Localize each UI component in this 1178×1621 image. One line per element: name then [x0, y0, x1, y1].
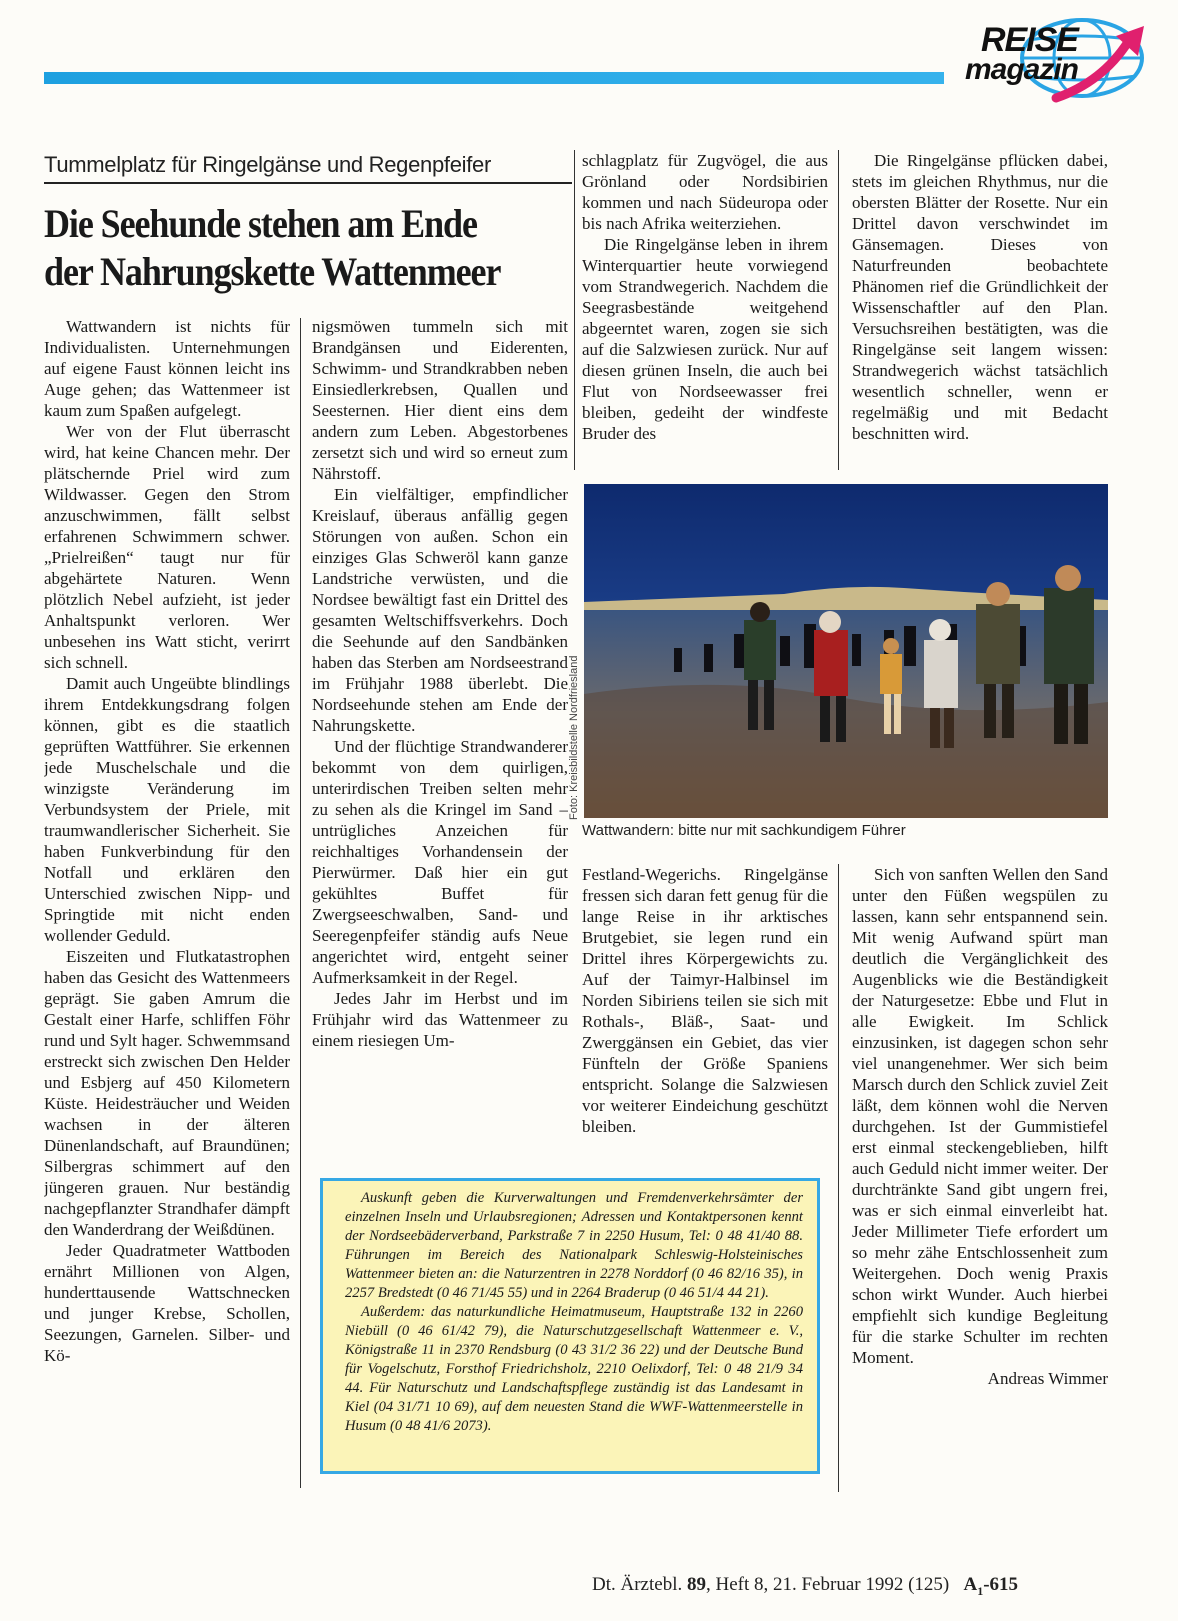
infobox-para-2: Außerdem: das naturkundliche Heimatmuseum, Hauptstraße 132 in 2260 Niebüll (0 46 61/42 79), die Naturschutzgesellschaft Wattenmeer e. V., Königstraße 11 in 2370 Rendsburg (0 43 31/2 36 22) und der Deutsche Bund für Vogelschutz, Forsthof Friedrichsholz, 2210 Oelixdorf, Tel: 0 48 21/9 34 44. Für Naturschutz und Landschaftspflege zuständig ist das Landesamt in Kiel (04 31/71 10 69), auf dem neuesten Stand die WWF-Wattenmeerstelle in Husum (0 48 41/6 2073).: [345, 1304, 803, 1434]
logo-line-magazin: magazin: [964, 53, 1078, 87]
col2-para-4: Jedes Jahr im Herbst und im Frühjahr wird das Wattenmeer zu einem riesiegen Um-: [312, 989, 568, 1050]
wattwandern-photo: [584, 484, 1108, 818]
column-3-top: [582, 150, 828, 480]
col4-para-1: Die Ringelgänse pflücken dabei, stets im gleichen Rhythmus, nur die obersten Blätter der Rosette. Nur ein Drittel davon verschwindet im Gänsemagen. Dieses von Naturfreunden beobachtete Phänomen rief die Gründlichkeit der Wissenschaftler auf den Plan. Versuchsreihen bestätigten, was die Ringelgänse seit langem wissen: Strandwegerich wächst tatsächlich wesentlich schneller, wenn er regelmäßig und mit Bedacht beschnitten wird.: [852, 151, 1108, 443]
col1-para-5: Jeder Quadratmeter Wattboden ernährt Millionen von Algen, hunderttausende Wattschnecken und junger Krebse, Schollen, Seezungen, Garnelen. Silber- und Kö-: [44, 1241, 290, 1365]
headline-line-1: Die Seehunde stehen am Ende: [44, 201, 477, 246]
col1-para-4: Eiszeiten und Flutkatastrophen haben das Gesicht des Wattenmeers geprägt. Sie gaben Amrum die Gestalt einer Harfe, schliffen Föhr rund und Sylt hager. Schwemmsand erstreckt sich zwischen Den Helder und Esbjerg auf 450 Kilometern Küste. Heidesträucher und Weiden wachsen in der älteren Dünenlandschaft, auf Braundünen; Silbergras schimmert auf den jüngeren grauen. Nur beständig nachgepflanzter Strandhafer dämpft den Wanderdrang der Weißdünen.: [44, 947, 290, 1239]
col3-para-1: schlagplatz für Zugvögel, die aus Grönland oder Nordsibirien kommen und nach Südeuropa oder bis nach Afrika weiterziehen.: [582, 151, 828, 233]
page-footer: [592, 1574, 1132, 1599]
footer-journal: Dt. Ärztebl.: [592, 1574, 683, 1595]
photo-walkers-on-mudflat: [584, 484, 1108, 818]
col3-para-2: Die Ringelgänse leben in ihrem Winterquartier heute vorwiegend vom Strandwegerich. Nachdem die Seegrasbestände weitgehend abgeerntet waren, zogen sie sich auf die Salzwiesen zurück. Nur auf diesen grünen Inseln, die auch bei Flut von Nordseewasser frei bleiben, gedeiht der windfeste Bruder des: [582, 235, 828, 443]
column-4-bottom: [852, 864, 1108, 1498]
article-headline: [44, 200, 530, 296]
footer-page-prefix: A: [963, 1574, 978, 1595]
col1-para-3: Damit auch Ungeübte blindlings ihrem Entdekkungsdrang folgen können, gibt es die staatlich geprüften Wattführer. Sie erkennen jede Muschelschale und die winzigste Veränderung im Verbundsystem der Priele, mit traumwandlerischer Sicherheit. Sie haben Funkverbindung für den Notfall und erklären den Unterschied zwischen Nipp- und Springtide mit nicht enden wollender Geduld.: [44, 674, 290, 945]
col1-para-1: Wattwandern ist nichts für Individualisten. Unternehmungen auf eigene Faust können leicht ins Auge gehen; das Wattenmeer ist kaum zum Spaßen aufgelegt.: [44, 317, 290, 420]
footer-page-sub: 1: [977, 1583, 984, 1598]
col3-bottom-para-1: Festland-Wegerichs. Ringelgänse fressen sich daran fett genug für die lange Reise in ihr arktisches Brutgebiet, sie legen rund ein Drittel ihres Körpergewichts zu. Auf der Taimyr-Halbinsel im Norden Sibiriens teilen sie sich mit Rothals-, Bläß-, Saat- und Zwerggänsen ein Gebiet, das vier Fünfteln der Größe Spaniens entspricht. Solange die Salzwiesen vor weiterer Eindeichung geschützt bleiben.: [582, 865, 828, 1136]
column-2: [312, 316, 568, 1156]
column-rule-3: [838, 150, 839, 470]
column-1: [44, 316, 290, 1496]
reise-magazin-logo: [928, 12, 1154, 108]
col2-para-2: Ein vielfältiger, empfindlicher Kreislauf, überaus anfällig gegen Störungen von außen. Schon ein einziges Glas Schweröl kann ganze Landstriche verwüsten, und die Nordsee bewältigt fast ein Drittel des gesamten Weltschiffsverkehrs. Doch die Seehunde auf den Sandbänken haben das Sterben am Nordseestrand im Frühjahr 1988 überlebt. Die Nordseehunde stehen am Ende der Nahrungskette.: [312, 485, 568, 735]
article-author: Andreas Wimmer: [987, 1369, 1108, 1388]
header-stripe: [44, 72, 944, 84]
footer-issue-date: , Heft 8, 21. Februar 1992 (125): [705, 1574, 950, 1595]
footer-page-number: -615: [983, 1574, 1019, 1595]
column-rule-4: [838, 864, 839, 1492]
article-kicker: Tummelplatz für Ringelgänse und Regenpfeifer: [44, 152, 492, 177]
col2-para-1: nigsmöwen tummeln sich mit Brandgänsen und Eiderenten, Schwimm- und Strandkrabben neben Einsiedlerkrebsen, Quallen und Seesternen. Hier dient eins dem andern zum Leben. Abgestorbenes zersetzt sich und wird so erneut zum Nährstoff.: [312, 317, 568, 483]
footer-volume: 89: [686, 1574, 706, 1595]
column-rule-2: [574, 150, 575, 470]
infobox-para-1: Auskunft geben die Kurverwaltungen und Fremdenverkehrsämter der einzelnen Inseln und Urlaubsregionen; Adressen und Kontaktpersonen kennt der Nordseebäderverband, Parkstraße 7 in 2250 Husum, Tel: 0 48 41/40 88. Führungen im Bereich des Nationalpark Schleswig-Holsteinisches Wattenmeer bieten an: die Naturzentren in 2278 Norddorf (0 46 82/16 35), in 2257 Bredstedt (0 46 71/45 55) und in 2264 Braderup (0 46 51/4 44 21).: [345, 1190, 803, 1301]
logo-text: [928, 21, 1078, 87]
photo-credit: Foto: Kreisbildstelle Nordfriesland: [568, 655, 580, 820]
column-rule-1: [300, 318, 301, 1488]
logo-line-reise: REISE: [980, 21, 1078, 59]
kicker-rule: [44, 182, 572, 184]
col4-bottom-para-1: Sich von sanften Wellen den Sand unter den Füßen wegspülen zu lassen, kann sehr entspannend sein. Mit wenig Aufwand spürt man deutlich die Vergänglichkeit des Augenblicks wie die Beständigkeit der Naturgesetze: Ebbe und Flut in alle Ewigkeit. Im Schlick einzusinken, ist dagegen schon sehr viel unangenehmer. Wer sich beim Marsch durch den Schlick zuviel Zeit läßt, dem können wohl die Nerven durchgehen. Ist der Gummistiefel erst einmal steckengeblieben, hilft auch Geduld nicht immer weiter. Der durchtränkte Sand gibt ungern frei, was er sich einmal einverleibt hat. Jeder Millimeter Tiefe erfordert um so mehr zähe Entschlossenheit zum Weitergehen. Doch wenig Praxis schon wirkt Wunder. Auch hierbei empfiehlt sich kundige Begleitung für die starke Schulter im rechten Moment.: [852, 865, 1108, 1367]
photo-caption: Wattwandern: bitte nur mit sachkundigem Führer: [582, 822, 906, 839]
column-3-bottom: [582, 864, 828, 1154]
col1-para-2: Wer von der Flut überrascht wird, hat keine Chancen mehr. Der plätschernde Priel wird zum Wildwasser. Gegen den Strom anzuschwimmen, fällt selbst erfahrenen Schwimmern schwer. „Prielreißen“ taugt nur für abgehärtete Naturen. Wenn plötzlich Nebel aufzieht, ist jeder Anhaltspunkt verloren. Wer unbesehen ins Watt sticht, verirrt sich schnell.: [44, 422, 290, 672]
headline-line-2: der Nahrungskette Wattenmeer: [44, 249, 501, 294]
column-4-top: [852, 150, 1108, 480]
col2-para-3: Und der flüchtige Strandwanderer bekommt von dem quirligen, unterirdischen Treiben selten mehr zu sehen als die Kringel im Sand – untrügliches Anzeichen für reichhaltiges Vorhandensein der Pierwürmer. Daß hier ein gut gekühltes Buffet für Zwergseeschwalben, Sand- und Seeregenpfeifer ständig aufs Neue angerichtet wird, entgeht seiner Aufmerksamkeit in der Regel.: [312, 737, 568, 987]
info-box: [320, 1178, 820, 1474]
